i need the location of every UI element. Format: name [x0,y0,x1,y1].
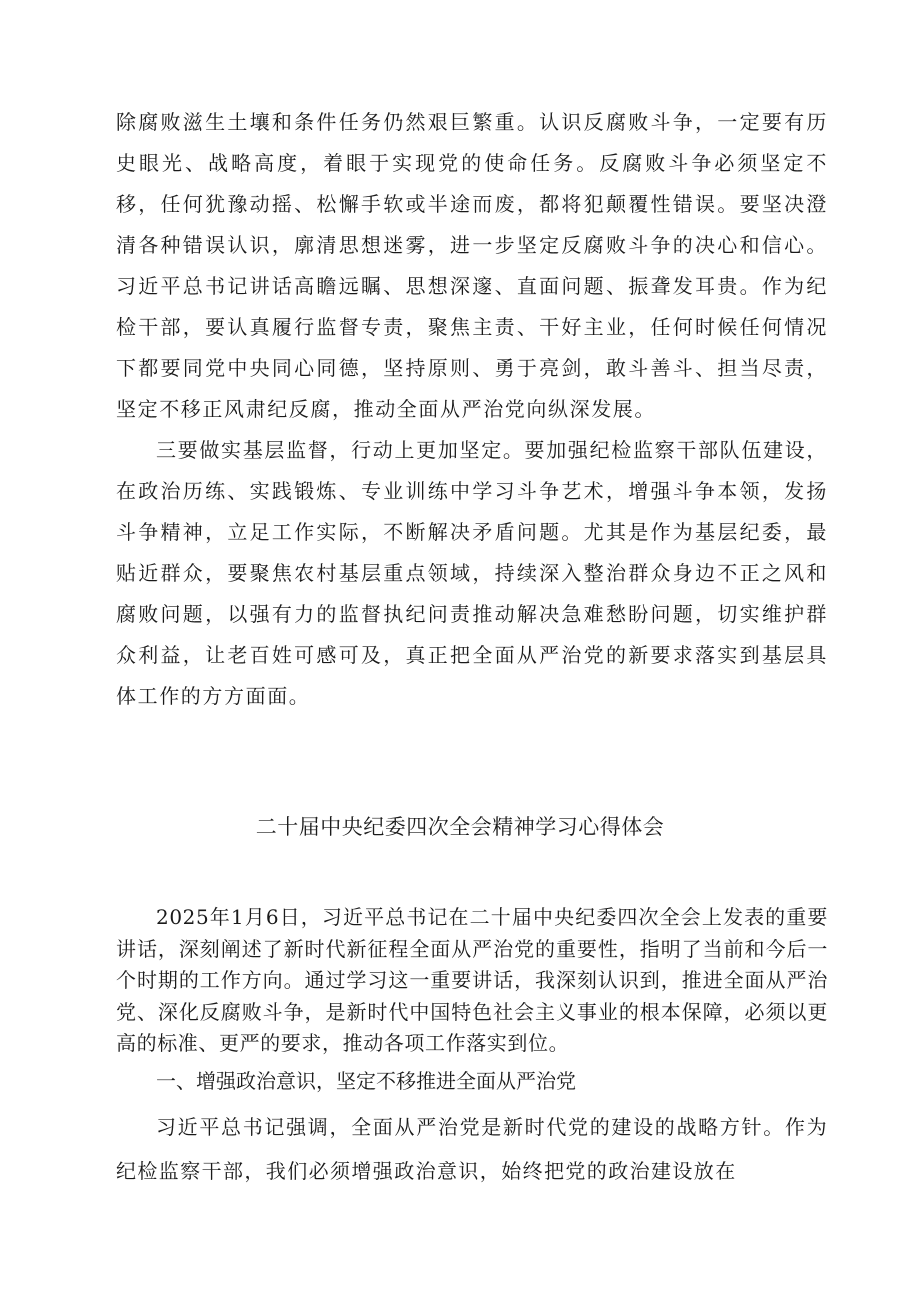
paragraph-text: 三要做实基层监督，行动上更加坚定。要加强纪检监察干部队伍建设，在政治历练、实践锻炼、专业训练中学习斗争艺术，增强斗争本领，发扬斗争精神，立足工作实际，不断解决矛盾问题。尤其是作为基层纪委，最贴近群众，要聚焦农村基层重点领域，持续深入整治群众身边不正之风和腐败问题，以强有力的监督执纪问责推动解决急难愁盼问题，切实维护群众利益，让老百姓可感可及，真正把全面从严治党的新要求落实到基层具体工作的方方面面。 [116,438,828,708]
body-paragraph [116,430,828,717]
body-paragraph [116,102,828,430]
paragraph-text: 习近平总书记强调，全面从严治党是新时代党的建设的战略方针。作为纪检监察干部，我们必须增强政治意识，始终把党的政治建设放在 [116,1115,828,1183]
body-paragraph [116,1105,828,1193]
paragraph-text: 2025年1月6日，习近平总书记在二十届中央纪委四次全会上发表的重要讲话，深刻阐述了新时代新征程全面从严治党的重要性，指明了当前和今后一个时期的工作方向。通过学习这一重要讲话，我深刻认识到，推进全面从严治党、深化反腐败斗争，是新时代中国特色社会主义事业的根本保障，必须以更高的标准、更严的要求，推动各项工作落实到位。 [116,905,828,1055]
body-paragraph [116,902,828,1060]
paragraph-text: 除腐败滋生土壤和条件任务仍然艰巨繁重。认识反腐败斗争，一定要有历史眼光、战略高度，着眼于实现党的使命任务。反腐败斗争必须坚定不移，任何犹豫动摇、松懈手软或半途而废，都将犯颠覆性错误。要坚决澄清各种错误认识，廓清思想迷雾，进一步坚定反腐败斗争的决心和信心。习近平总书记讲话高瞻远瞩、思想深邃、直面问题、振聋发耳贵。作为纪检干部，要认真履行监督专责，聚焦主责、干好主业，任何时候任何情况下都要同党中央同心同德，坚持原则、勇于亮剑，敢斗善斗、担当尽责，坚定不移正风肃纪反腐，推动全面从严治党向纵深发展。 [116,110,828,421]
document-title: 二十届中央纪委四次全会精神学习心得体会 [255,815,665,839]
section-heading: 一、增强政治意识，坚定不移推进全面从严治党 [156,1069,576,1093]
